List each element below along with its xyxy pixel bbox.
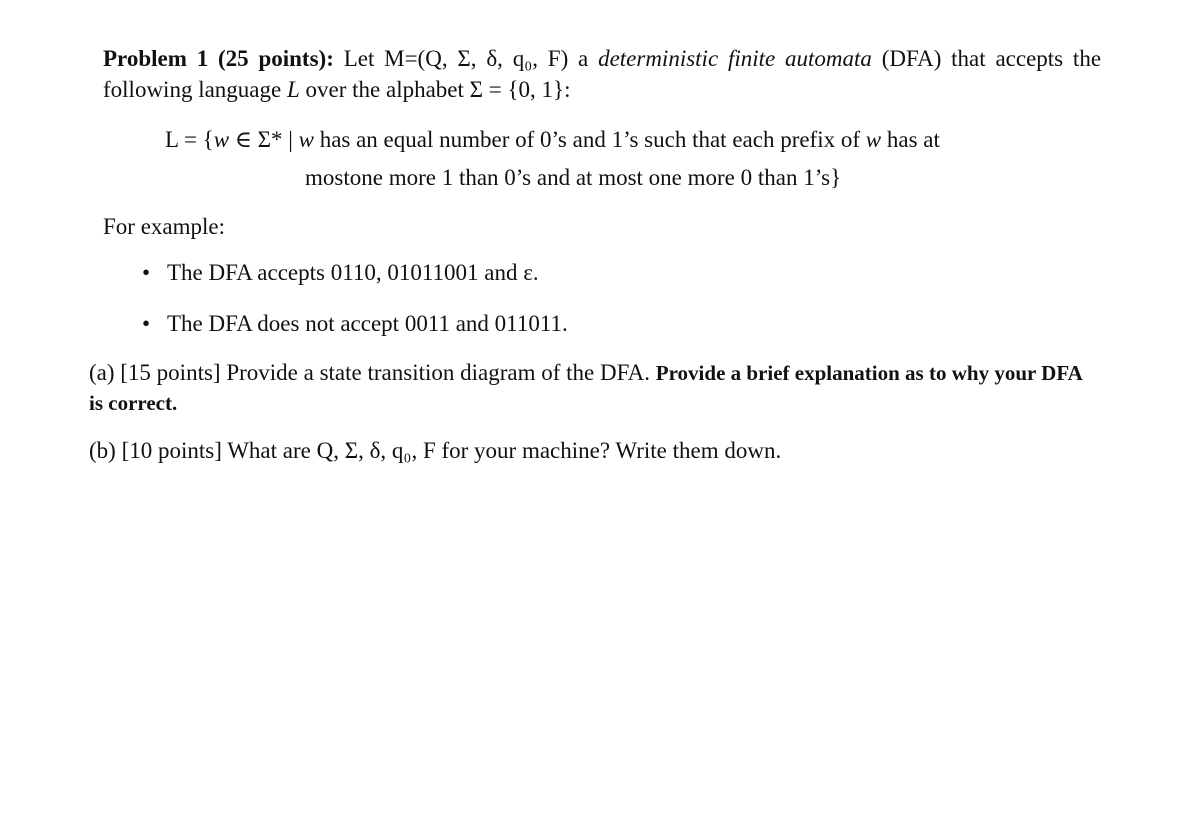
w-variable: w — [298, 127, 314, 152]
example-item — [142, 257, 539, 288]
language-definition-line-1 — [165, 124, 940, 155]
problem-heading: Problem 1 (25 points): — [103, 46, 334, 71]
condition-end: has at — [881, 127, 940, 152]
part-a-text: (a) [15 points] Provide a state transition diagram of the DFA. — [89, 360, 651, 385]
problem-statement — [103, 43, 1101, 105]
alphabet-definition: over the alphabet Σ = {0, 1}: — [305, 77, 571, 102]
dfa-term: deterministic finite automata — [598, 46, 872, 71]
w-variable: w — [213, 127, 230, 152]
examples-label: For example: — [103, 214, 225, 239]
language-definition-line-2: mostone more 1 than 0’s and at most one more 0 than 1’s} — [305, 165, 842, 190]
problem-intro-continued: (DFA) that accepts the following language — [103, 46, 1102, 102]
example-text: The DFA accepts 0110, 01011001 and ε. — [167, 260, 539, 285]
set-membership: ∈ Σ* | — [234, 127, 299, 152]
part-a — [89, 358, 1099, 418]
part-b: (b) [10 points] What are Q, Σ, δ, q₀, F for your machine? Write them down. — [89, 438, 782, 463]
condition-text: has an equal number of 0’s and 1’s such that each prefix of — [313, 127, 866, 152]
set-open: L = { — [165, 127, 214, 152]
language-symbol: L — [286, 77, 300, 102]
w-variable: w — [865, 127, 882, 152]
example-text: The DFA does not accept 0011 and 011011. — [167, 311, 568, 336]
bullet-icon: • — [142, 311, 151, 336]
bullet-icon: • — [142, 260, 151, 285]
problem-intro-text: Let M=(Q, Σ, δ, q₀, F) a — [343, 46, 589, 71]
example-item — [142, 308, 568, 339]
part-a-bold-instruction: Provide a brief explanation as to why your DFA is correct. — [89, 361, 1082, 415]
